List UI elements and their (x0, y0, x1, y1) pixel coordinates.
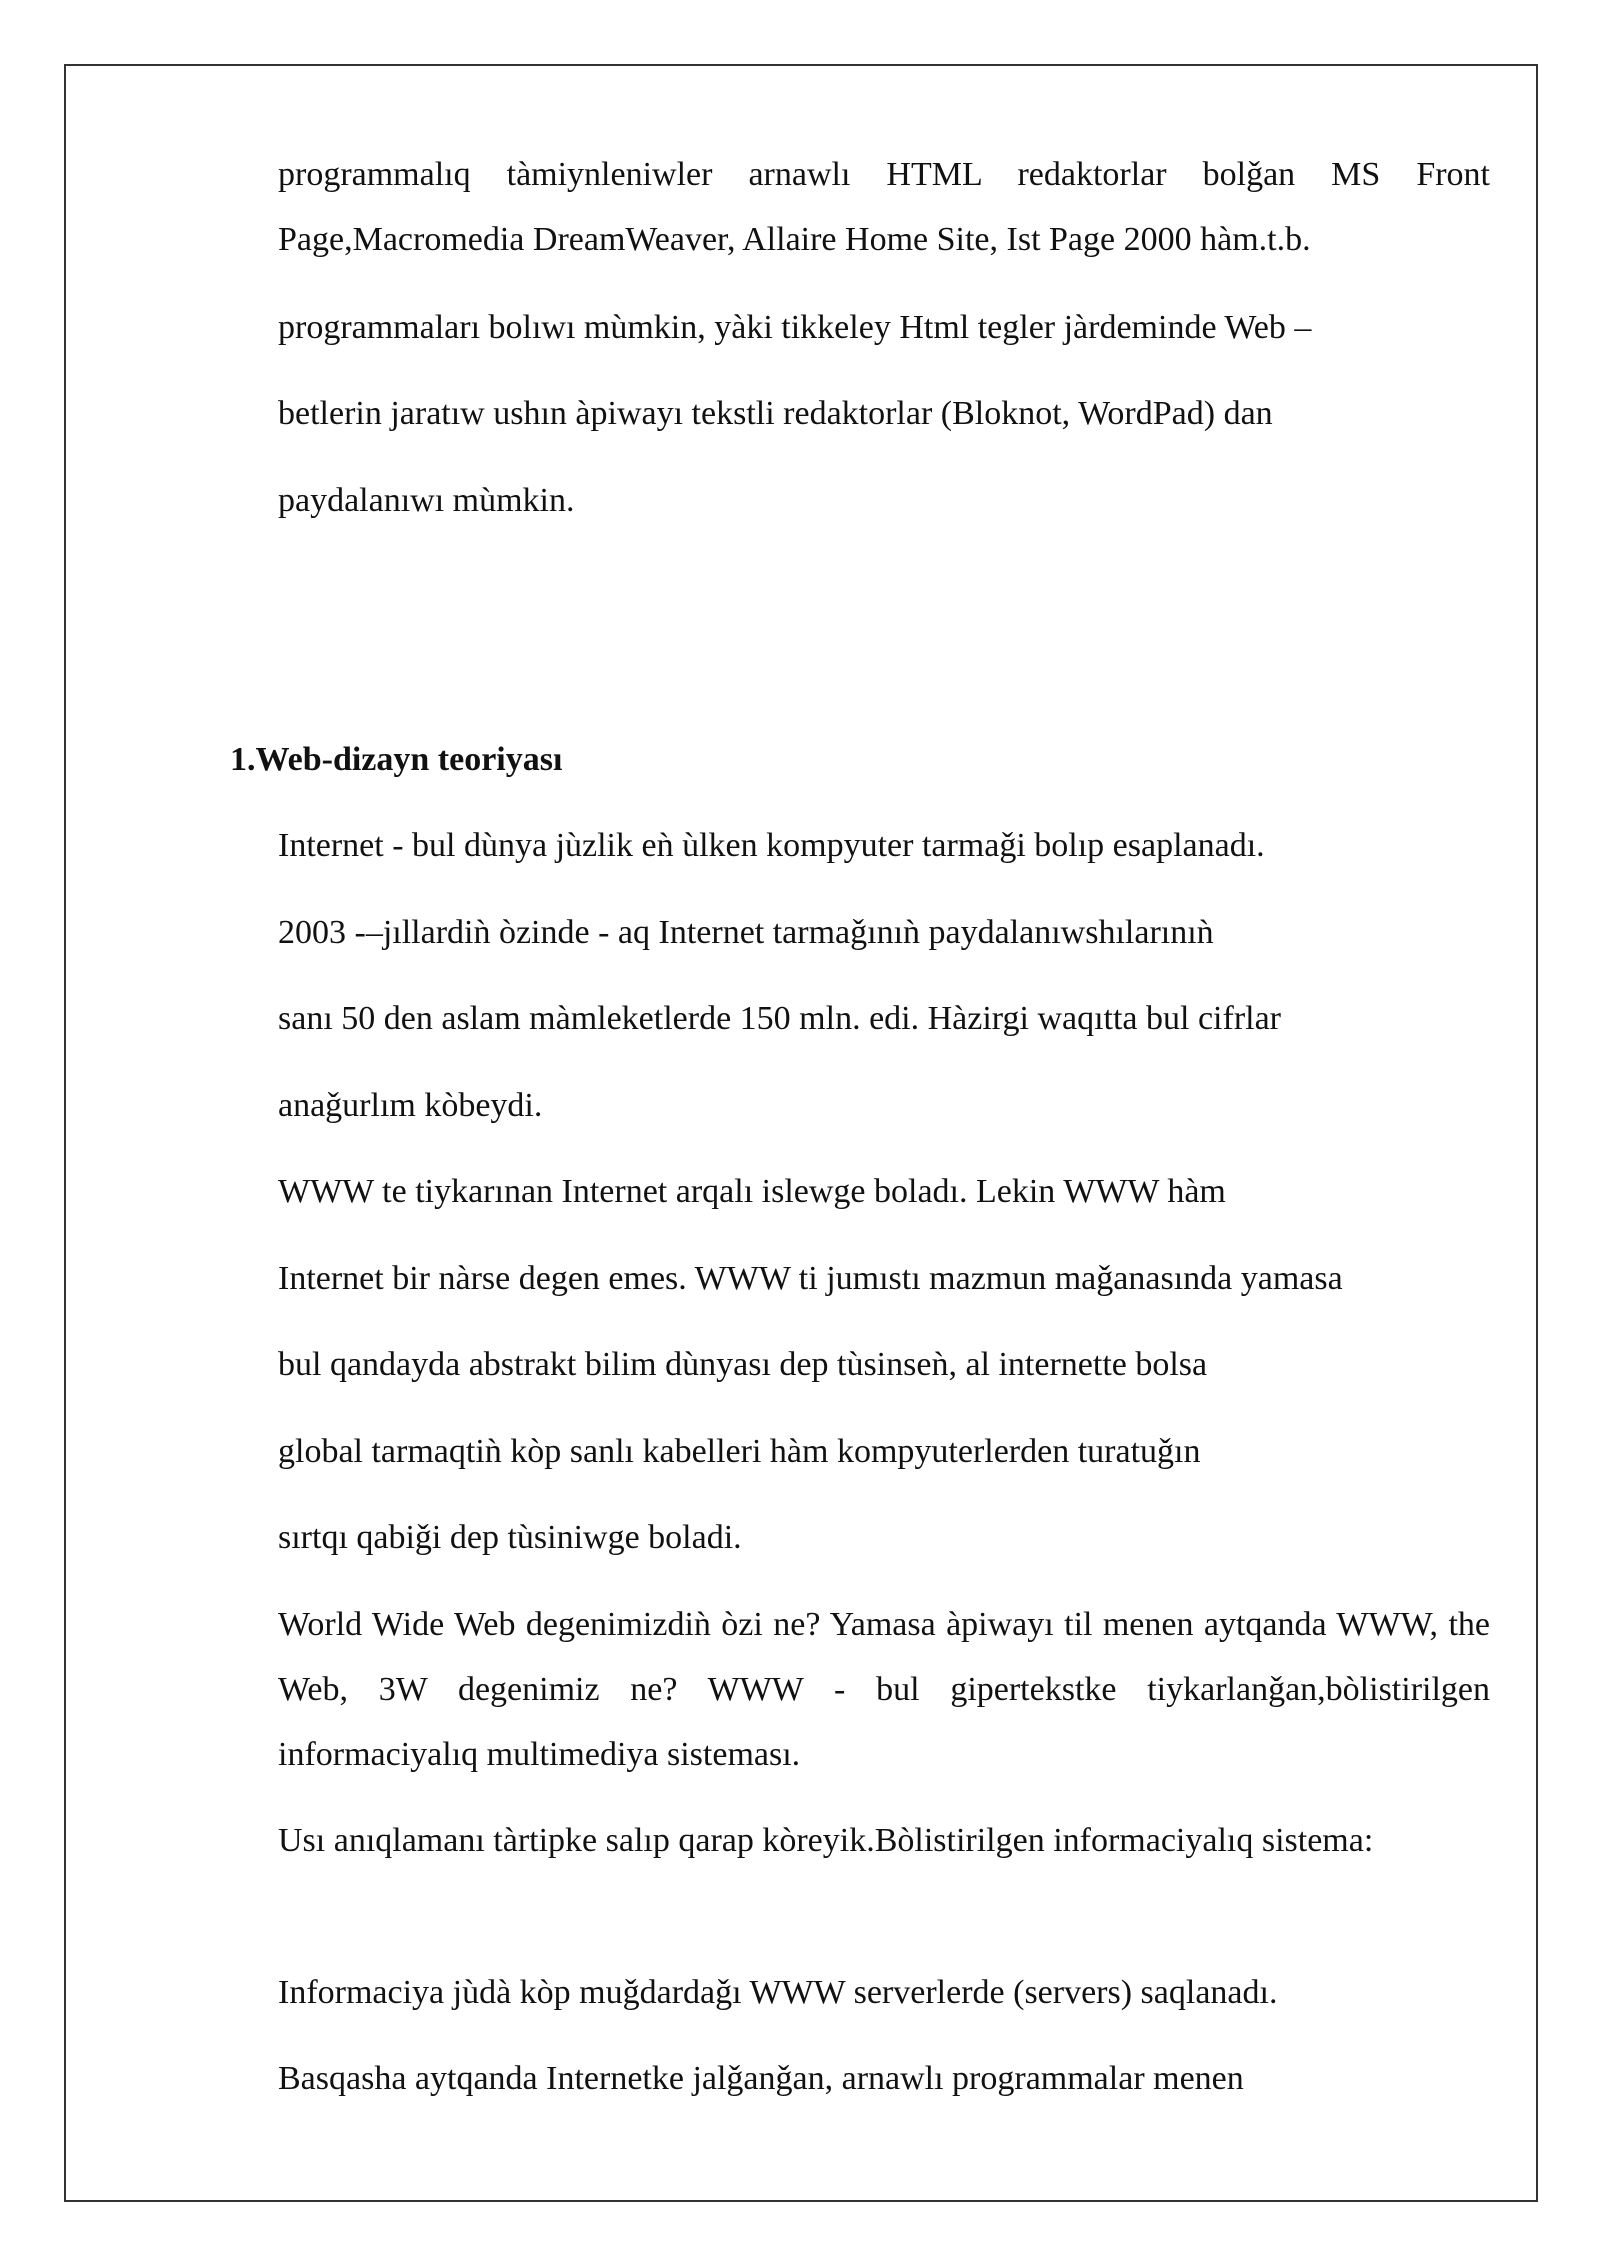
section-line-6: Internet bir nàrse degen emes. WWW ti jumıstı mazmun maǧanasında yamasa (278, 1260, 1343, 1297)
intro-line-3: programmaları bolıwı mùmkin, yàki tikkeley Html tegler jàrdeminde Web – (278, 309, 1312, 346)
www-paragraph: World Wide Web degenimizdiǹ òzi ne? Yamasa àpiwayı til menen aytqanda WWW, the Web, 3W degenimiz ne? WWW - bul gipertekstke tiykarlanǧan,bòlistirilgen informaciyalıq multimediya sisteması. (278, 1606, 1490, 1773)
section-line-5: WWW te tiykarınan Internet arqalı islewge boladı. Lekin WWW hàm (278, 1173, 1226, 1210)
section-line-4: anaǧurlım kòbeydi. (278, 1087, 543, 1124)
definition-paragraph: Usı anıqlamanı tàrtipke salıp qarap kòreyik.Bòlistirilgen informaciyalıq sistema: (278, 1822, 1374, 1859)
section-heading: 1.Web-dizayn teoriyası (230, 741, 563, 778)
section-line-8: global tarmaqtiǹ kòp sanlı kabelleri hàm kompyuterlerden turatuǧın (278, 1433, 1201, 1470)
section-line-9: sırtqı qabiǧi dep tùsiniwge boladi. (278, 1519, 742, 1556)
section-line-2: 2003 -–jıllardiǹ òzinde - aq Internet tarmaǧınıǹ paydalanıwshılarınıǹ (278, 914, 1214, 951)
info-line: Informaciya jùdà kòp muǧdardaǧı WWW serverlerde (servers) saqlanadı. (278, 1974, 1278, 2011)
section-line-7: bul qandayda abstrakt bilim dùnyası dep tùsinseǹ, al internette bolsa (278, 1346, 1208, 1383)
intro-paragraph-1: programmalıq tàmiynleniwler arnawlı HTML redaktorlar bolǧan MS Front Page,Macromedia DreamWeaver, Allaire Home Site, Ist Page 2000 hàm.t.b. (278, 156, 1490, 258)
section-line-3: sanı 50 den aslam màmleketlerde 150 mln. edi. Hàzirgi waqıtta bul cifrlar (278, 1000, 1281, 1037)
last-line: Basqasha aytqanda Internetke jalǧanǧan, arnawlı programmalar menen (278, 2060, 1244, 2097)
intro-line-5: paydalanıwı mùmkin. (278, 482, 575, 519)
section-line-1: Internet - bul dùnya jùzlik eǹ ùlken kompyuter tarmaǧi bolıp esaplanadı. (278, 827, 1265, 864)
intro-line-4: betlerin jaratıw ushın àpiwayı tekstli redaktorlar (Bloknot, WordPad) dan (278, 395, 1273, 432)
